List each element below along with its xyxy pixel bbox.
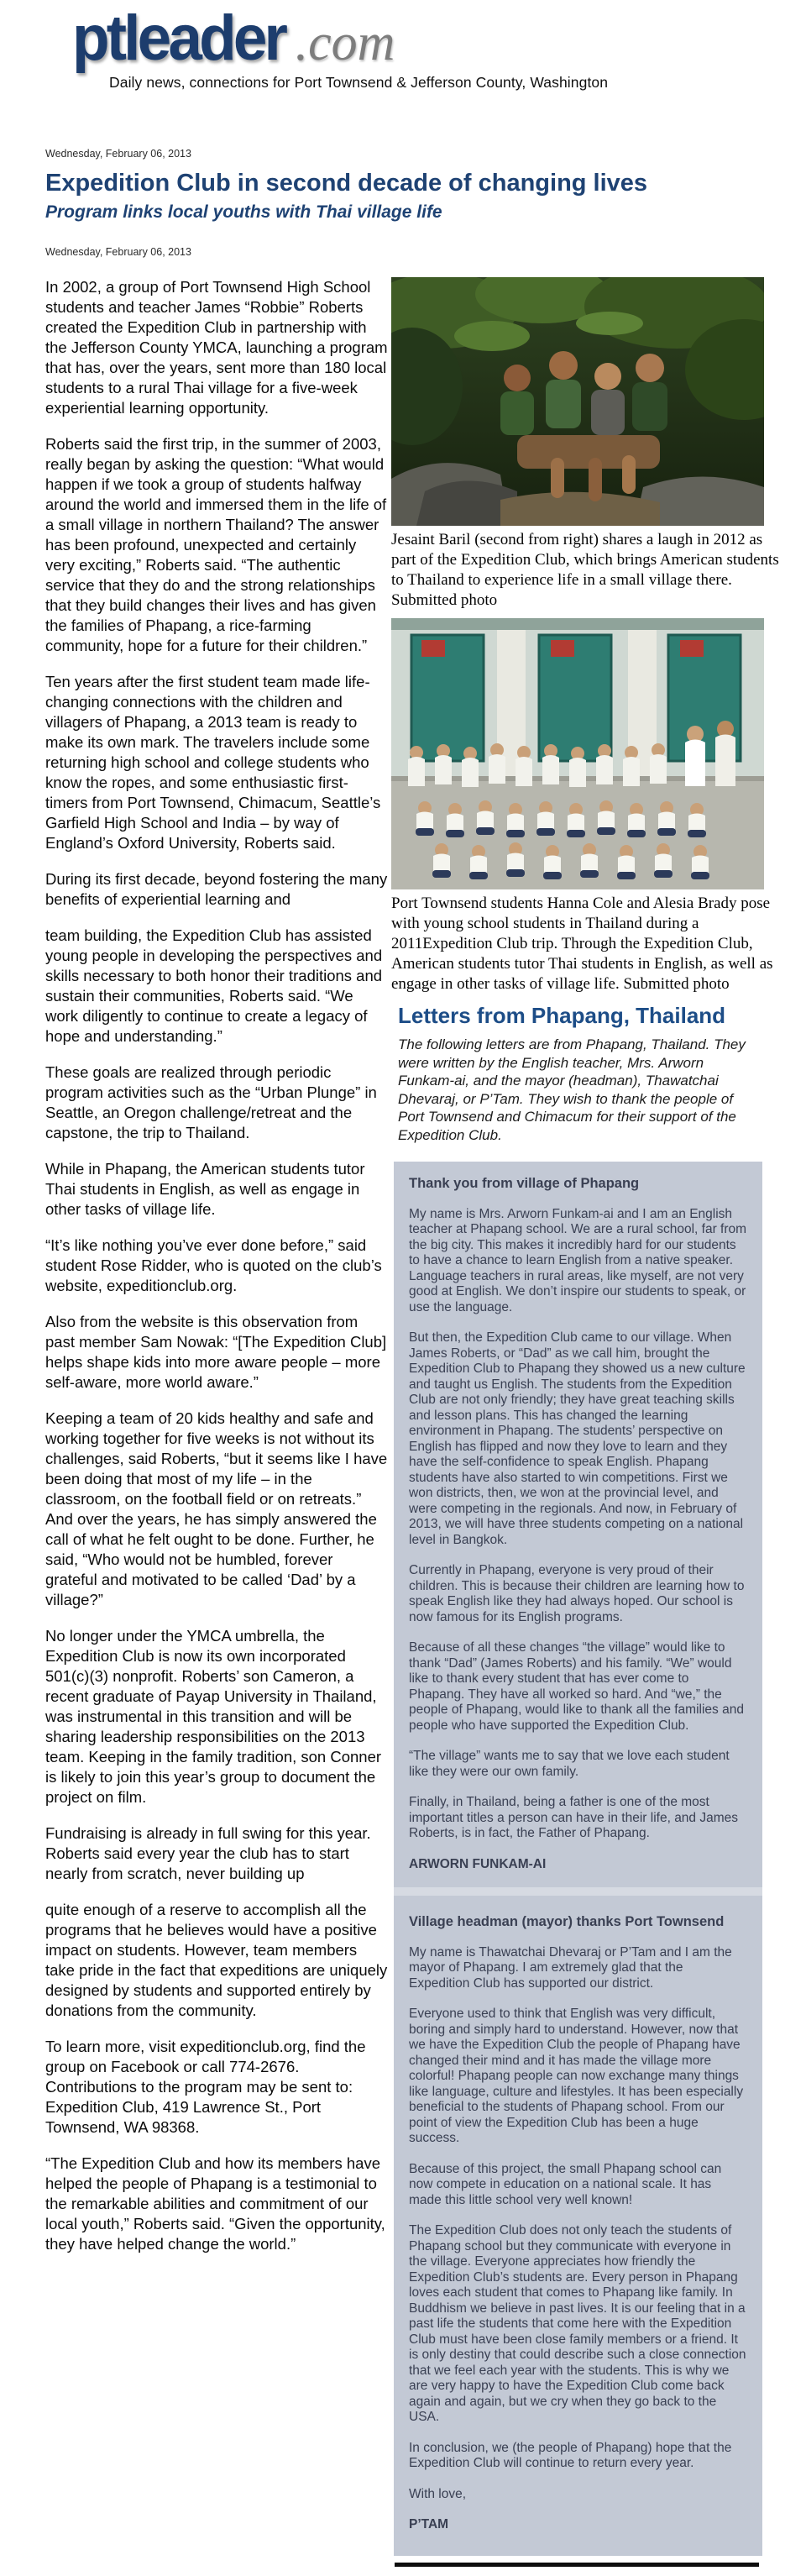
article-paragraph: Also from the website is this observation from past member Sam Nowak: “[The Expedition Club] helps shape kids into more aware people – more self-aware, more world aware.”: [45, 1313, 387, 1391]
article-paragraph: These goals are realized through periodic program activities such as the “Urban Plunge” in Seattle, an Oregon challenge/retreat and the capstone, the trip to Thailand.: [45, 1063, 377, 1141]
article-date: Wednesday, February 06, 2013: [45, 148, 191, 160]
jungle-group-photo: [391, 277, 764, 526]
article-paragraph: team building, the Expedition Club has assisted young people in developing the perspectives and skills necessary to both honor their traditions and sustain their communities, Roberts said. “We work diligently to continue to create a legacy of hope and understanding.”: [45, 926, 383, 1045]
article-paragraph: While in Phapang, the American students tutor Thai students in English, as well as engage in other tasks of village life.: [45, 1160, 365, 1218]
letter1-paragraph: Currently in Phapang, everyone is very proud of their children. This is because their children are learning how to speak English like they had always hoped. Our school is now famous for its English programs.: [409, 1563, 745, 1624]
site-logo-main: ptleader: [72, 3, 285, 74]
letter2-signature: P’TAM: [409, 2517, 449, 2531]
article-paragraph: “It’s like nothing you’ve ever done before,” said student Rose Ridder, who is quoted on the club’s website, expeditionclub.org.: [45, 1236, 382, 1294]
letter1-paragraph: My name is Mrs. Arworn Funkam-ai and I am an English teacher at Phapang school. We are a rural school, far from the big city. This makes it incredibly hard for our students to have a chance to learn English from a native speaker. Language teachers in rural areas, like myself, are not very good at English. We don’t inspire our students to speak, or use the language.: [409, 1206, 747, 1314]
site-tagline: Daily news, connections for Port Townsend & Jefferson County, Washington: [109, 74, 609, 91]
letters-box: [394, 1162, 762, 2556]
masthead: [72, 3, 609, 92]
article-paragraph: quite enough of a reserve to accomplish all the programs that he believes would have a positive impact on students. However, team members take pride in the fact that expeditions are uniquely designed by students and supported entirely by donations from the community.: [45, 1901, 388, 2019]
article-paragraph: Keeping a team of 20 kids healthy and safe and working together for five weeks is not without its challenges, said Roberts, “but it seems like I have been doing that most of my life – in the classroom, on the football field or on retreats.” And over the years, he has simply answered the call of what he felt ought to be done. Further, he said, “Who would not be humbled, forever grateful and motivated to be called ‘Dad’ by a village?”: [45, 1409, 388, 1608]
school-group-photo: [391, 618, 764, 889]
article-paragraph: In 2002, a group of Port Townsend High School students and teacher James “Robbie” Roberts created the Expedition Club in partnership with the Jefferson County YMCA, launching a program that has, over the years, sent more than 180 local students to a rural Thai village for a five-week experiential learning opportunity.: [45, 278, 388, 417]
article-paragraph: “The Expedition Club and how its members have helped the people of Phapang is a testimonial to the remarkable abilities and commitment of our local youth,” Roberts said. “Given the opportunity, they have helped change the world.”: [45, 2154, 385, 2253]
letter2-paragraph: In conclusion, we (the people of Phapang) hope that the Expedition Club will continue to return every year.: [409, 2440, 732, 2470]
article-subtitle: Program links local youths with Thai village life: [45, 202, 442, 222]
article-date-repeat: Wednesday, February 06, 2013: [45, 246, 191, 258]
letter2-closing: With love,: [409, 2486, 467, 2501]
article-paragraph: During its first decade, beyond fostering the many benefits of experiential learning and: [45, 870, 388, 908]
letters-section-heading: Letters from Phapang, Thailand: [398, 1003, 726, 1028]
article-body: [45, 277, 388, 2270]
letter1-paragraph: “The village” wants me to say that we love each student like they were our own family.: [409, 1749, 730, 1779]
letter1-paragraph: Because of all these changes “the village” would like to thank “Dad” (James Roberts) and his family. “We” would like to thank every student that has ever come to Phapang. They have all worked so hard. And “we,” the people of Phapang, would like to thank all the families and people who have supported the Expedition Club.: [409, 1640, 744, 1733]
article-title: Expedition Club in second decade of changing lives: [45, 170, 648, 197]
letter1-heading: Thank you from village of Phapang: [409, 1176, 640, 1191]
photo-caption-school: Port Townsend students Hanna Cole and Alesia Brady pose with young school students in Thailand during a 2011Expedition Club trip. Through the Expedition Club, American students tutor Thai students in English, as well as engage in other tasks of village life. Submitted photo: [391, 895, 773, 993]
photo-caption-jungle: Jesaint Baril (second from right) shares a laugh in 2012 as part of the Expedition Club, which brings American students to Thailand to experience life in a small village there. Submitted photo: [391, 531, 779, 609]
photo-figure-school: [391, 618, 789, 994]
bottom-divider: [395, 2563, 759, 2567]
letter2-paragraph: Everyone used to think that English was very difficult, boring and simply hard to understand. However, now that we have the Expedition Club the people of Phapang have changed their mind and it has made the village more colorful! Phapang people can now exchange many things like language, culture and lifestyles. It has been especially beneficial to the students of Phapang school. From our point of view the Expedition Club has been a huge success.: [409, 2007, 744, 2145]
letter2-paragraph: My name is Thawatchai Dhevaraj or P’Tam and I am the mayor of Phapang. I am extremely glad that the Expedition Club has supported our district.: [409, 1944, 732, 1991]
article-paragraph: Fundraising is already in full swing for this year. Roberts said every year the club has to start nearly from scratch, never building up: [45, 1824, 371, 1882]
photo-figure-jungle: [391, 277, 789, 611]
article-paragraph: Roberts said the first trip, in the summer of 2003, really began by asking the question: “What would happen if we took a group of students halfway around the world and immersed them in the life of a small village in northern Thailand? The answer has been profound, unexpected and certainly very exciting,” Roberts said. “The authentic service that they do and the strong relationships that they build changes their lives and has given the families of Phapang, a rice-farming community, hope for a future for their children.”: [45, 435, 387, 654]
article-sidebar: [391, 277, 789, 2567]
letter2-heading: Village headman (mayor) thanks Port Townsend: [409, 1914, 725, 1929]
site-logo-suffix: .com: [295, 14, 395, 71]
letter2-paragraph: The Expedition Club does not only teach the students of Phapang school but they communicate with everyone in the village. Everyone appreciates how friendly the Expedition Club’s students are. Every person in Phapang loves each student that comes to Phapang like family. In Buddhism we believe in past lives. It is our feeling that in a past life the students that come here with the Expedition Club must have been close family members or a friend. It is only destiny that could describe such a close connection that we feel each year with the students. This is why we are very happy to have the Expedition Club come back again and again, but we cry when they go back to the USA.: [409, 2223, 746, 2424]
site-logo[interactable]: [72, 3, 608, 74]
letter1-paragraph: Finally, in Thailand, being a father is one of the most important titles a person can have in their life, and James Roberts, is in fact, the Father of Phapang.: [409, 1795, 739, 1840]
article-paragraph: To learn more, visit expeditionclub.org, find the group on Facebook or call 774-2676. Contributions to the program may be sent to: Expedition Club, 419 Lawrence St., Port Townsend, WA 98368.: [45, 2038, 366, 2136]
letters-intro: The following letters are from Phapang, Thailand. They were written by the English teacher, Mrs. Arworn Funkam-ai, and the mayor (headman), Thawatchai Dhevaraj, or P’Tam. They wish to thank the people of Port Townsend and Chimacum for their support of the Expedition Club.: [398, 1036, 746, 1143]
letter2-paragraph: Because of this project, the small Phapang school can now compete in education on a national scale. It has made this little school very well known!: [409, 2161, 722, 2207]
letter1-signature: ARWORN FUNKAM-AI: [409, 1856, 547, 1871]
letters-divider: [394, 1887, 762, 1896]
letter1-paragraph: But then, the Expedition Club came to our village. When James Roberts, or “Dad” as we call him, brought the Expedition Club to Phapang they showed us a new culture and taught us English. The students from the Expedition Club are not only friendly; they have great teaching skills and lesson plans. This has changed the learning environment in Phapang. The students’ perspective on English has flipped and now they love to learn and they have the self-confidence to speak English. Phapang students have also started to win competitions. First we won districts, then, we won at the provincial level, and were competing in the regionals. And now, in February of 2013, we will have three students competing on a national level in Bangkok.: [409, 1330, 746, 1547]
article-paragraph: Ten years after the first student team made life-changing connections with the children and villagers of Phapang, a 2013 team is ready to make its own mark. The travelers include some returning high school and college students who know the ropes, and some enthusiastic first-timers from Port Townsend, Chimacum, Seattle’s Garfield High School and India – by way of England’s Oxford University, Roberts said.: [45, 673, 381, 852]
article-paragraph: No longer under the YMCA umbrella, the Expedition Club is now its own incorporated 501(c)(3) nonprofit. Roberts’ son Cameron, a recent graduate of Payap University in Thailand, was instrumental in this transition and will be sharing leadership responsibilities on the 2013 team. Keeping in the family tradition, son Conner is likely to join this year’s group to document the project on film.: [45, 1627, 382, 1806]
